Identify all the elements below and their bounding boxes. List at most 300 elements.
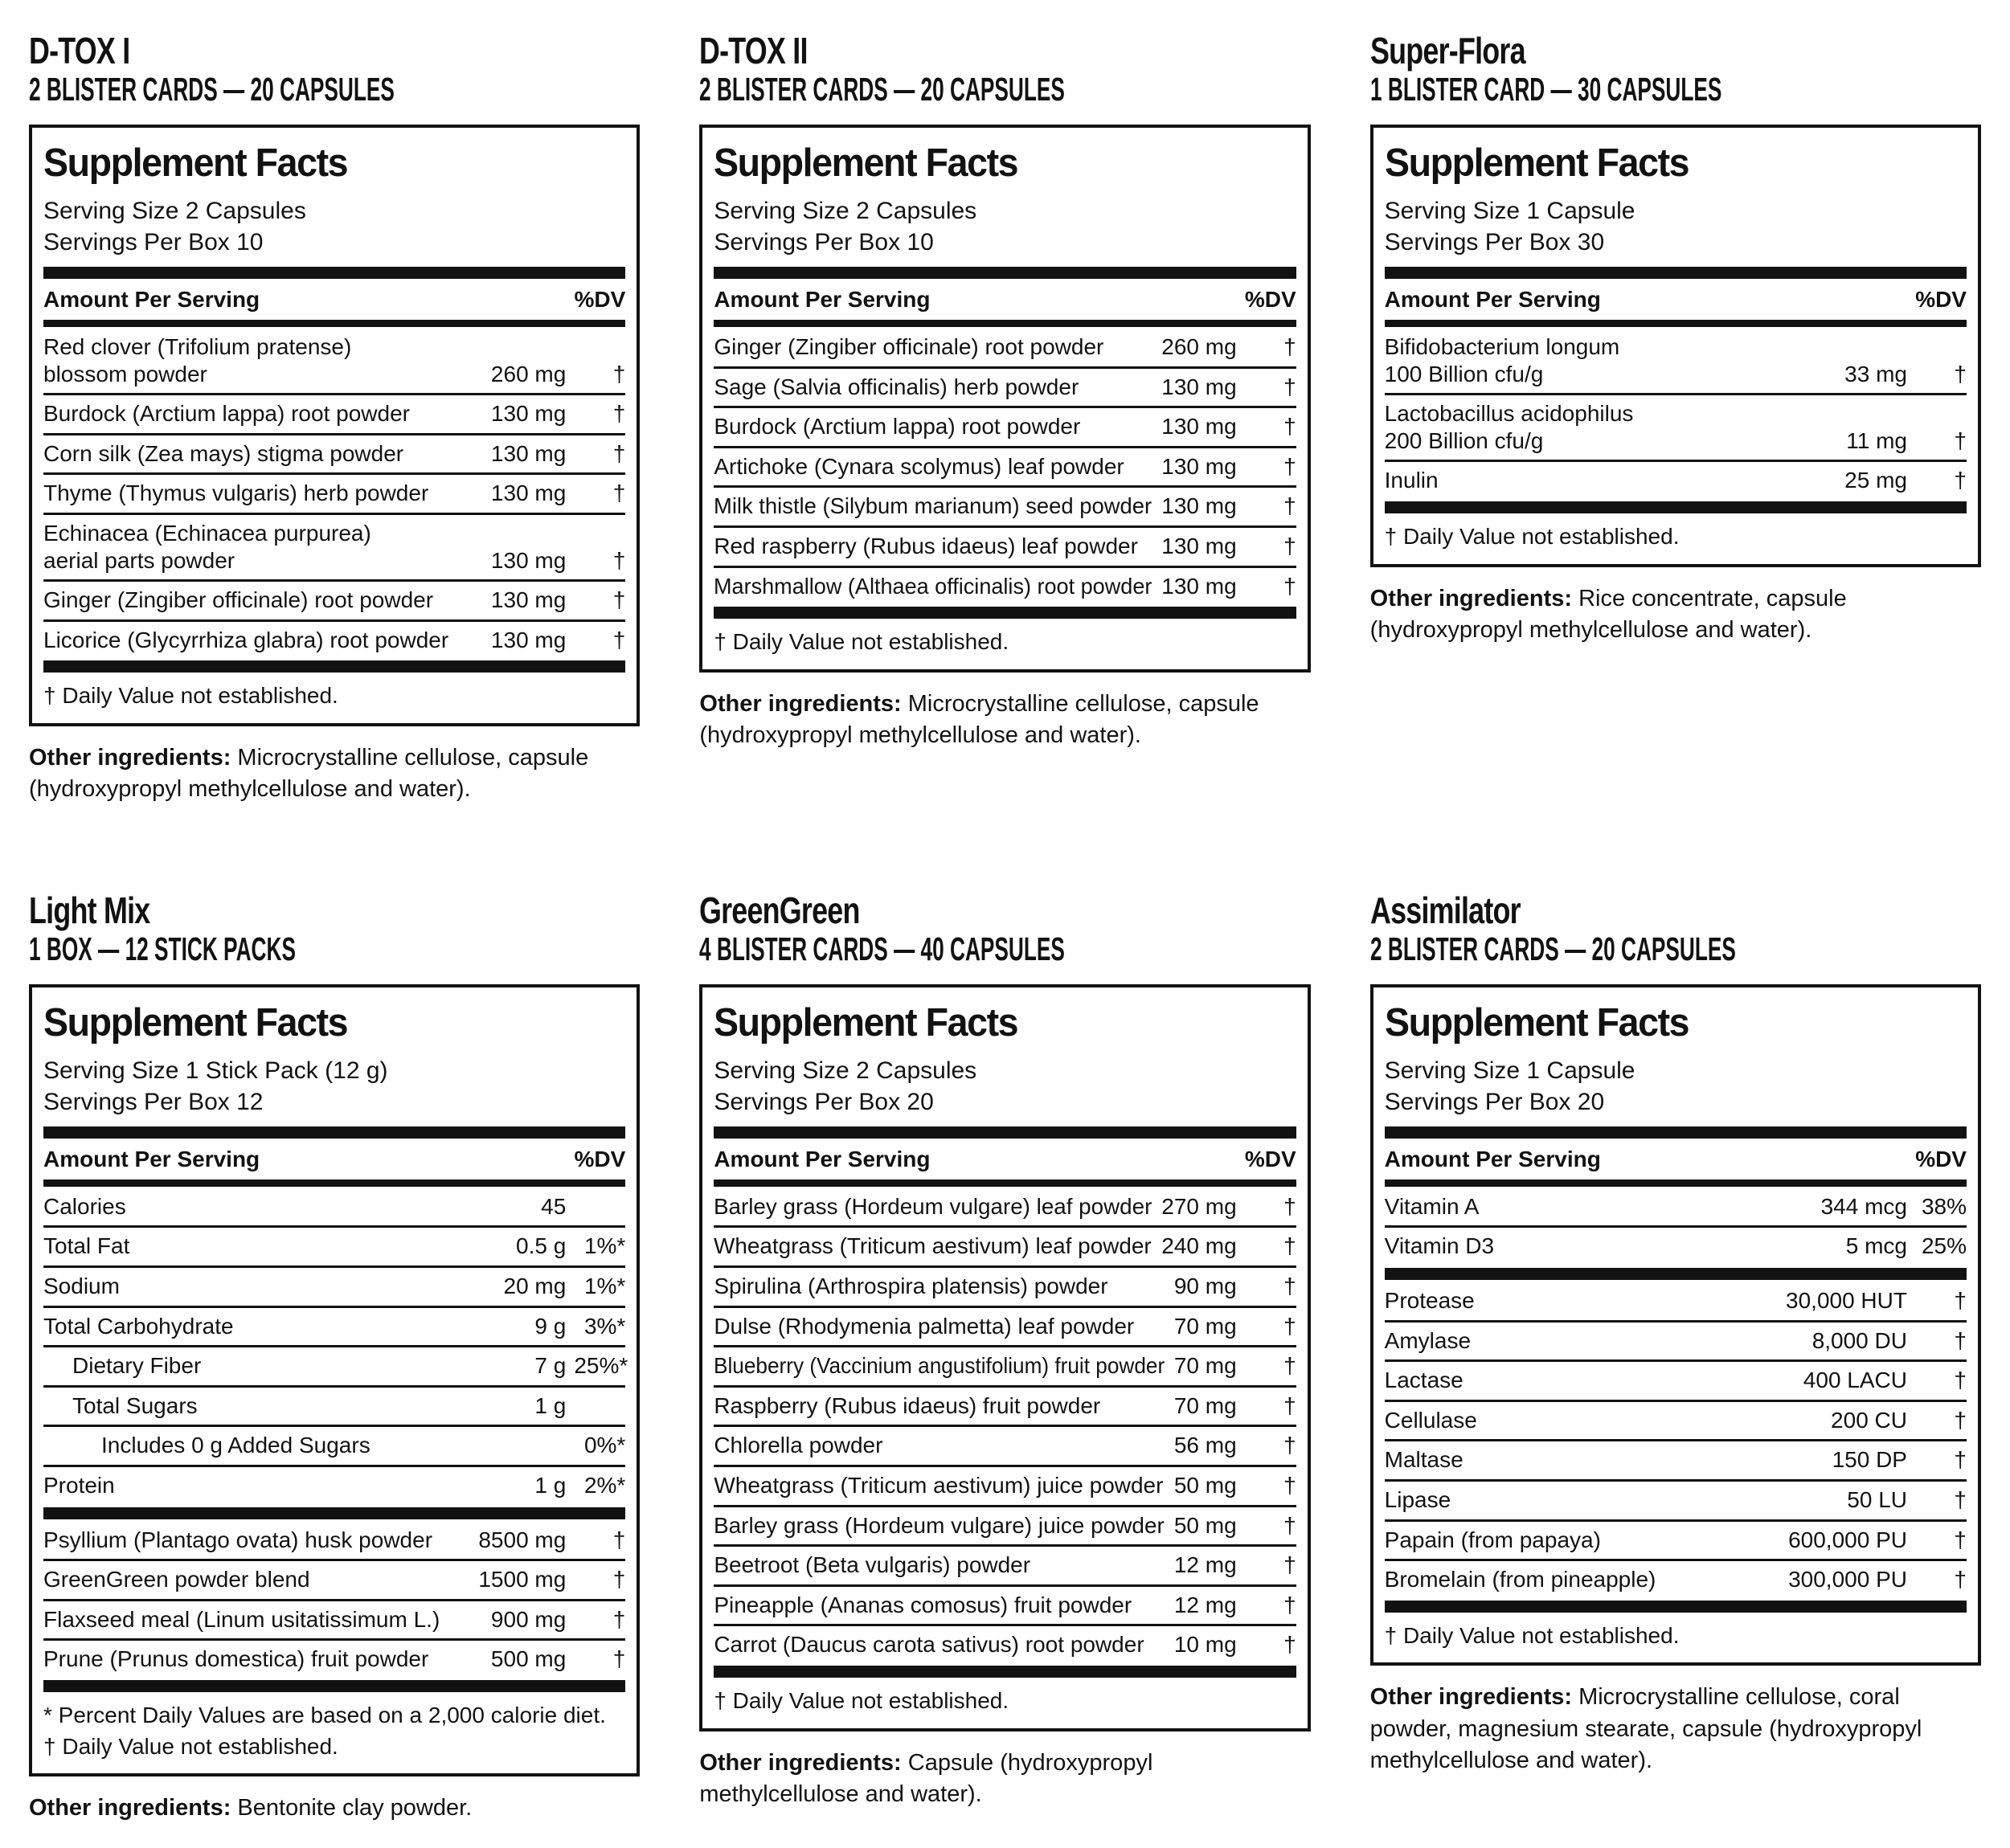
ingredient-name [714, 1592, 1165, 1619]
panels-grid [29, 32, 1981, 1848]
ingredient-name-line [43, 1193, 531, 1220]
ingredient-name-text: Prune (Prunus domestica) fruit powder [43, 1646, 429, 1672]
ingredient-row [43, 1522, 625, 1560]
ingredient-dv: † [1283, 1274, 1296, 1299]
ingredient-name [714, 1313, 1165, 1340]
ingredient-name-text: Dietary Fiber [72, 1353, 202, 1379]
ingredient-name-text: Wheatgrass (Triticum aestivum) juice powder [714, 1473, 1164, 1498]
ingredient-amount: 130 mg [1161, 374, 1237, 399]
ingredient-amount: 130 mg [1161, 573, 1237, 599]
footnotes [1385, 1613, 1967, 1655]
ingredient-name-line [72, 1392, 525, 1420]
ingredient-name [714, 533, 1152, 560]
ingredient-name-line [714, 1432, 1165, 1459]
footnote-line: † Daily Value not established. [714, 1687, 1009, 1713]
ingredient-name-text: Bromelain (from pineapple) [1384, 1567, 1656, 1592]
product-title: D-TOX II [699, 30, 808, 72]
ingredient-dv: 38% [1921, 1193, 1967, 1219]
ingredient-amount: 130 mg [1161, 533, 1237, 558]
other-ingredients-label: Other ingredients: [1369, 1684, 1573, 1711]
serving-line: Servings Per Box 20 [1384, 1089, 1605, 1116]
ingredient-name-text: Psyllium (Plantago ovata) husk powder [43, 1527, 433, 1552]
ingredient-name-text: Lactase [1384, 1368, 1463, 1393]
ingredient-dv: † [1283, 453, 1296, 479]
ingredient-name-line [1385, 400, 1837, 427]
serving-line: Serving Size 2 Capsules [714, 197, 977, 224]
ingredient-dv: † [1283, 1632, 1296, 1658]
ingredient-name [1385, 1233, 1836, 1260]
ingredient-name-text: Marshmallow (Althaea officinalis) root powder [714, 573, 1152, 599]
ingredient-name-text: aerial parts powder [43, 547, 235, 573]
ingredient-row [714, 1385, 1296, 1425]
ingredient-name [43, 1432, 556, 1459]
ingredient-name-text: Total Fat [43, 1233, 130, 1259]
divider-bar-thick [714, 1666, 1296, 1678]
ingredient-row [1385, 1188, 1967, 1226]
ingredient-name-line [1385, 1287, 1776, 1314]
ingredient-amount: 11 mg [1846, 427, 1907, 453]
ingredient-name-line [714, 413, 1152, 440]
facts-title: Supplement Facts [43, 141, 348, 185]
ingredient-amount: 7 g [534, 1353, 567, 1379]
supplement-facts-box [29, 125, 640, 726]
ingredient-name [714, 1273, 1165, 1300]
ingredient-amount: 130 mg [490, 547, 567, 573]
column-header-row [714, 1139, 1296, 1180]
ingredient-name-line [1385, 1233, 1836, 1260]
ingredient-amount: 25 mg [1844, 468, 1907, 493]
ingredient-row [1385, 1225, 1967, 1265]
ingredient-row [714, 1225, 1296, 1265]
dv-header: %DV [574, 1146, 626, 1171]
ingredient-dv: † [612, 547, 626, 573]
product-subtitle: 2 BLISTER CARDS — 20 CAPSULES [699, 70, 1066, 108]
divider-bar-thick [43, 1680, 625, 1692]
ingredient-dv: † [1283, 1392, 1296, 1418]
ingredient-dv: † [1954, 427, 1967, 453]
ingredient-row [714, 485, 1296, 525]
ingredient-name-line [43, 1273, 494, 1300]
ingredient-name [43, 1606, 481, 1633]
ingredient-name-text: Maltase [1384, 1447, 1463, 1473]
ingredient-row [714, 1505, 1296, 1545]
ingredient-name [43, 1233, 506, 1260]
ingredient-amount: 50 LU [1847, 1487, 1907, 1512]
ingredient-name-text: Milk thistle (Silybum marianum) seed powder [714, 493, 1152, 519]
ingredient-name-line [1385, 1407, 1821, 1434]
ingredient-dv: † [1954, 1288, 1967, 1314]
dv-header: %DV [574, 287, 626, 312]
ingredient-name-line [43, 1472, 525, 1499]
ingredient-row [714, 525, 1296, 566]
ingredient-name-line [714, 1512, 1165, 1539]
ingredient-dv: † [1954, 1407, 1967, 1433]
supplement-facts-box [699, 125, 1310, 673]
ingredient-name [43, 1527, 469, 1554]
divider-bar-thick [714, 267, 1296, 279]
ingredient-name-text: Lipase [1384, 1487, 1451, 1512]
product-subtitle: 2 BLISTER CARDS — 20 CAPSULES [29, 70, 395, 108]
product-title: D-TOX I [29, 30, 130, 72]
ingredient-name-line [1385, 1367, 1794, 1394]
ingredient-name-text: Papain (from papaya) [1384, 1527, 1601, 1552]
ingredient-name-line [43, 627, 481, 654]
ingredient-row [1385, 393, 1967, 460]
ingredient-name-text: Lactobacillus acidophilus [1384, 401, 1634, 427]
ingredient-amount: 150 DP [1832, 1447, 1907, 1473]
divider-bar-thick [43, 1126, 625, 1139]
other-ingredients: Other ingredients: Microcrystalline cellulose, coral powder, magnesium stearate, capsule (hydroxypropyl methylcellulose and water). [1369, 1684, 1922, 1774]
ingredient-name-text: Licorice (Glycyrrhiza glabra) root powder [43, 627, 449, 652]
ingredient-name-line [714, 1193, 1152, 1220]
divider-bar-thick [1385, 501, 1967, 513]
ingredient-name [714, 1552, 1165, 1579]
ingredient-name-line [1385, 427, 1837, 455]
ingredient-name-line [72, 1352, 525, 1380]
ingredient-amount: 1 g [534, 1392, 567, 1418]
ingredient-name-text: GreenGreen powder blend [43, 1567, 310, 1592]
ingredient-amount: 70 mg [1173, 1392, 1237, 1418]
ingredient-amount: 12 mg [1173, 1552, 1237, 1578]
ingredient-dv: † [612, 1527, 626, 1552]
divider-bar-medium [714, 1180, 1296, 1187]
ingredient-name-line [43, 1566, 469, 1593]
divider-bar-thick [1385, 1601, 1967, 1613]
ingredient-name-text: Cellulase [1384, 1407, 1477, 1433]
ingredient-row [1385, 1519, 1967, 1560]
serving-line: Serving Size 1 Capsule [1384, 197, 1635, 224]
ingredient-name [43, 1646, 481, 1673]
ingredient-name-line [714, 1472, 1165, 1499]
ingredient-amount: 5 mcg [1845, 1233, 1907, 1259]
ingredient-name-line [1385, 1486, 1838, 1514]
panel-super-flora [1370, 32, 1981, 669]
ingredient-row [43, 1385, 625, 1425]
ingredient-name [43, 587, 481, 614]
serving-line: Servings Per Box 20 [714, 1089, 934, 1116]
ingredient-name [1385, 1566, 1779, 1593]
ingredient-name-text: Corn silk (Zea mays) stigma powder [43, 440, 404, 466]
ingredient-name-text: Includes 0 g Added Sugars [101, 1433, 370, 1458]
supplement-facts-box [1370, 984, 1981, 1666]
ingredient-amount: 600,000 PU [1788, 1527, 1907, 1552]
ingredient-amount: 500 mg [490, 1646, 567, 1672]
ingredient-dv: 1%* [583, 1274, 626, 1299]
ingredient-row [43, 329, 625, 393]
ingredient-row [714, 1544, 1296, 1584]
ingredient-amount: 70 mg [1173, 1353, 1237, 1379]
ingredient-name-text: Thyme (Thymus vulgaris) herb powder [43, 480, 429, 506]
ingredient-name-text: Ginger (Zingiber officinale) root powder [714, 334, 1104, 359]
ingredient-dv: † [612, 440, 626, 466]
divider-bar-medium [714, 320, 1296, 327]
amount-per-serving-header: Amount Per Serving [1384, 1146, 1601, 1171]
ingredient-name [43, 1273, 494, 1300]
footnotes [43, 1692, 625, 1765]
product-title: Light Mix [29, 889, 150, 931]
ingredient-name-line [101, 1432, 556, 1459]
ingredient-name [43, 1392, 525, 1420]
ingredient-dv: † [1283, 374, 1296, 399]
ingredient-row [1385, 1559, 1967, 1599]
ingredient-dv: † [1283, 1552, 1296, 1578]
ingredient-amount: 260 mg [490, 361, 567, 386]
ingredient-amount: 130 mg [490, 587, 567, 613]
ingredient-dv: † [1283, 1512, 1296, 1538]
ingredient-name-text: Protease [1384, 1288, 1475, 1314]
ingredient-amount: 50 mg [1173, 1512, 1237, 1538]
ingredient-name-line [714, 453, 1152, 480]
ingredient-name [43, 520, 481, 574]
ingredient-name-line [714, 1233, 1152, 1260]
ingredient-name [714, 333, 1152, 361]
other-ingredients-label: Other ingredients: [1369, 585, 1573, 611]
ingredient-name [43, 1313, 525, 1340]
ingredient-name-line [714, 1592, 1165, 1619]
ingredient-dv: † [1283, 414, 1296, 440]
ingredient-row [1385, 1479, 1967, 1519]
ingredient-row [43, 1465, 625, 1505]
ingredient-name-text: Echinacea (Echinacea purpurea) [43, 520, 371, 546]
ingredient-amount: 270 mg [1161, 1193, 1237, 1219]
divider-bar-thick [43, 660, 625, 673]
ingredient-dv: 1%* [583, 1233, 626, 1259]
footnotes [714, 1678, 1296, 1720]
ingredient-name-text: Red raspberry (Rubus idaeus) leaf powder [714, 533, 1138, 558]
ingredient-row [43, 1425, 625, 1465]
ingredient-name [714, 1631, 1165, 1658]
ingredient-name-line [43, 1527, 469, 1554]
panel-d-tox-ii [699, 32, 1310, 775]
ingredient-name [1385, 1193, 1811, 1220]
serving-line: Serving Size 1 Stick Pack (12 g) [43, 1057, 388, 1084]
panel-d-tox-i [29, 32, 640, 829]
ingredient-name [43, 1352, 525, 1380]
facts-title: Supplement Facts [1384, 1000, 1689, 1045]
amount-per-serving-header: Amount Per Serving [714, 287, 931, 312]
ingredient-row [1385, 1439, 1967, 1479]
ingredient-name-text: Chlorella powder [714, 1433, 883, 1458]
ingredient-name [714, 1392, 1165, 1420]
ingredient-name-text: Barley grass (Hordeum vulgare) juice powder [714, 1512, 1165, 1538]
ingredient-name-text: Sodium [43, 1274, 120, 1299]
ingredient-amount: 260 mg [1161, 334, 1237, 359]
product-title: Assimilator [1369, 889, 1521, 931]
serving-line: Servings Per Box 10 [43, 229, 264, 256]
facts-title: Supplement Facts [714, 141, 1018, 185]
ingredient-amount: 1500 mg [478, 1567, 567, 1592]
ingredient-amount: 10 mg [1173, 1632, 1237, 1658]
ingredient-dv: † [612, 361, 626, 386]
ingredient-row [714, 1584, 1296, 1625]
ingredient-name-line [43, 547, 481, 574]
facts-title: Supplement Facts [714, 1000, 1018, 1045]
ingredient-dv: † [1954, 1368, 1967, 1393]
ingredient-dv: 25% [1921, 1233, 1967, 1259]
ingredient-name-line [714, 1313, 1165, 1340]
divider-bar-thick [714, 1126, 1296, 1139]
ingredient-name-line [714, 333, 1152, 361]
footnote-line: † Daily Value not established. [714, 629, 1009, 655]
ingredient-amount: 400 LACU [1803, 1368, 1907, 1393]
ingredient-name [1385, 1486, 1838, 1514]
ingredient-dv: † [1283, 1313, 1296, 1339]
panel-greengreen [699, 889, 1310, 1834]
footnote-line: † Daily Value not established. [1384, 523, 1680, 549]
ingredient-dv: † [612, 480, 626, 506]
ingredient-row [714, 1188, 1296, 1226]
column-header-row [43, 1139, 625, 1180]
ingredient-amount: 240 mg [1161, 1233, 1237, 1259]
ingredient-amount: 30,000 HUT [1786, 1288, 1907, 1314]
ingredient-name-text: Barley grass (Hordeum vulgare) leaf powder [714, 1193, 1152, 1219]
ingredient-name [714, 493, 1152, 520]
ingredient-dv: † [1954, 1327, 1967, 1353]
facts-title: Supplement Facts [43, 1000, 348, 1045]
divider-bar-thick [1385, 1126, 1967, 1139]
ingredient-name-text: Dulse (Rhodymenia palmetta) leaf powder [714, 1313, 1135, 1339]
ingredient-amount: 8,000 DU [1811, 1327, 1907, 1353]
ingredient-dv: † [612, 1567, 626, 1592]
ingredient-row [43, 1225, 625, 1265]
ingredient-name-text: Vitamin A [1384, 1193, 1480, 1219]
product-subtitle: 2 BLISTER CARDS — 20 CAPSULES [1369, 930, 1736, 967]
ingredient-dv: † [1954, 1447, 1967, 1473]
ingredient-name [714, 413, 1152, 440]
ingredient-row [714, 1624, 1296, 1664]
ingredient-amount: 130 mg [490, 440, 567, 466]
ingredient-name [1385, 467, 1836, 494]
ingredient-name [43, 480, 481, 507]
supplement-facts-box [1370, 125, 1981, 567]
divider-bar-thick [43, 1507, 625, 1519]
ingredient-name-text: Ginger (Zingiber officinale) root powder [43, 587, 434, 613]
ingredient-name-line [43, 1313, 525, 1340]
ingredient-name [43, 1193, 531, 1220]
product-title: GreenGreen [699, 889, 860, 931]
ingredient-name-text: Wheatgrass (Triticum aestivum) leaf powder [714, 1233, 1152, 1259]
ingredient-dv: † [1283, 1233, 1296, 1259]
ingredient-name-text: Amylase [1384, 1327, 1472, 1353]
ingredient-row [43, 472, 625, 513]
ingredient-name-line [714, 1631, 1165, 1658]
ingredient-name-text: Pineapple (Ananas comosus) fruit powder [714, 1592, 1132, 1617]
ingredient-dv: † [1283, 334, 1296, 359]
ingredient-amount: 300,000 PU [1788, 1567, 1907, 1592]
divider-bar-medium [1385, 320, 1967, 327]
ingredient-name-line [714, 1552, 1165, 1579]
ingredient-dv: † [612, 587, 626, 613]
ingredient-amount: 33 mg [1844, 361, 1907, 386]
other-ingredients-label: Other ingredients: [699, 690, 902, 717]
ingredient-name-text: Raspberry (Rubus idaeus) fruit powder [714, 1392, 1101, 1418]
ingredient-name [714, 1512, 1165, 1539]
ingredient-name-text: Beetroot (Beta vulgaris) powder [714, 1552, 1031, 1578]
dv-header: %DV [1244, 287, 1296, 312]
ingredient-name-text: Burdock (Arctium lappa) root powder [43, 401, 410, 427]
divider-bar-thick [1385, 1268, 1967, 1280]
ingredient-name-line [1385, 333, 1836, 361]
ingredient-dv: † [1954, 468, 1967, 493]
ingredient-amount: 12 mg [1173, 1592, 1237, 1617]
ingredient-name-line [1385, 1527, 1779, 1554]
ingredient-row [43, 1188, 625, 1226]
ingredient-dv: † [1283, 1433, 1296, 1458]
column-header-row [1385, 1139, 1967, 1180]
ingredient-name-line [714, 1273, 1165, 1300]
ingredient-name-line [43, 361, 481, 388]
ingredient-name [714, 1233, 1152, 1260]
ingredient-name [714, 573, 1152, 600]
amount-per-serving-header: Amount Per Serving [714, 1146, 931, 1171]
ingredient-name-line [714, 1352, 1165, 1380]
ingredient-dv: † [1954, 361, 1967, 386]
ingredient-name-line [43, 587, 481, 614]
ingredient-name [43, 440, 481, 468]
serving-line: Serving Size 2 Capsules [714, 1057, 977, 1084]
divider-bar-medium [43, 1180, 625, 1187]
ingredient-name [714, 1472, 1165, 1499]
ingredient-name-text: Artichoke (Cynara scolymus) leaf powder [714, 453, 1124, 479]
ingredient-name [43, 333, 481, 387]
ingredient-dv: † [612, 627, 626, 652]
ingredient-name-line [43, 333, 481, 361]
other-ingredients: Other ingredients: Bentonite clay powder. [29, 1795, 473, 1821]
ingredient-name-text: Sage (Salvia officinalis) herb powder [714, 374, 1079, 399]
ingredient-dv: † [1954, 1527, 1967, 1552]
ingredient-name-text: Protein [43, 1473, 115, 1498]
footnotes [714, 619, 1296, 661]
ingredient-dv: 25%* [574, 1353, 628, 1379]
column-header-row [43, 279, 625, 320]
ingredient-name [1385, 1287, 1776, 1314]
ingredient-dv: 2%* [583, 1473, 626, 1498]
ingredient-amount: 900 mg [490, 1606, 567, 1632]
ingredient-name-line [714, 1392, 1165, 1420]
ingredient-amount: 56 mg [1173, 1433, 1237, 1458]
ingredient-name-line [43, 400, 481, 427]
ingredient-name-text: Inulin [1384, 468, 1439, 493]
ingredient-name-line [1385, 1566, 1779, 1593]
ingredient-name-line [1385, 361, 1836, 388]
ingredient-dv: † [612, 1646, 626, 1672]
product-subtitle: 1 BOX — 12 STICK PACKS [29, 930, 296, 967]
ingredient-row [1385, 329, 1967, 393]
ingredient-row [43, 1306, 625, 1346]
other-ingredients-label: Other ingredients: [29, 744, 231, 771]
ingredient-name-line [714, 533, 1152, 560]
ingredient-row [43, 619, 625, 660]
other-ingredients: Other ingredients: Rice concentrate, capsule (hydroxypropyl methylcellulose and water). [1369, 585, 1847, 644]
ingredient-amount: 1 g [534, 1473, 567, 1498]
divider-bar-thick [1385, 267, 1967, 279]
amount-per-serving-header: Amount Per Serving [43, 287, 260, 312]
ingredient-dv: † [612, 401, 626, 427]
amount-per-serving-header: Amount Per Serving [1384, 287, 1601, 312]
ingredient-name [714, 1193, 1152, 1220]
ingredient-amount: 130 mg [1161, 414, 1237, 440]
ingredient-name-text: Total Sugars [72, 1392, 198, 1418]
ingredient-dv: † [1283, 1353, 1296, 1379]
ingredient-row [714, 329, 1296, 366]
ingredient-name [714, 1432, 1165, 1459]
serving-line: Serving Size 1 Capsule [1384, 1057, 1635, 1084]
ingredient-row [714, 1345, 1296, 1385]
ingredient-name-line [1385, 1446, 1823, 1474]
ingredient-amount: 130 mg [490, 627, 567, 652]
ingredient-dv: 3%* [583, 1313, 626, 1339]
ingredient-dv: † [1283, 1592, 1296, 1617]
